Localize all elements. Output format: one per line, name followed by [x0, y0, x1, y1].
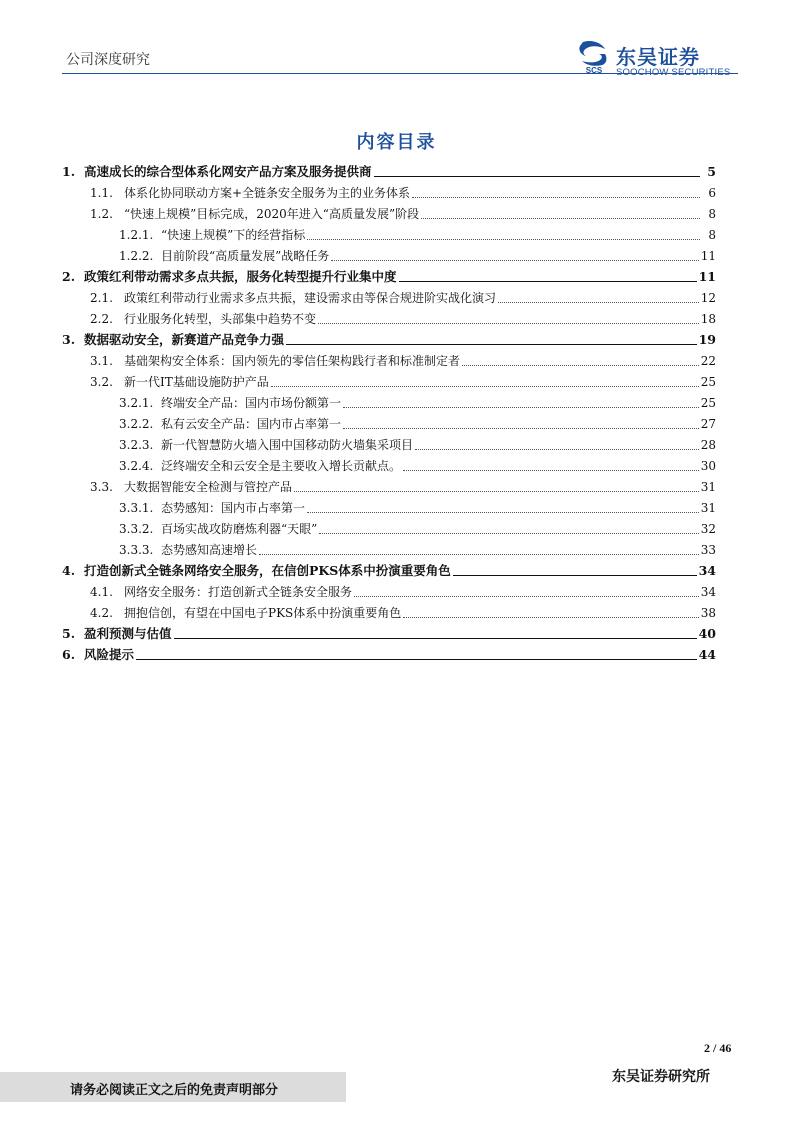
toc-entry[interactable]: 2. 政策红利带动需求多点共振，服务化转型提升行业集中度 11	[62, 269, 716, 284]
toc-entry[interactable]: 1.2.1. “快速上规模”下的经营指标 8	[62, 223, 716, 244]
logo-english-name: SOOCHOW SECURITIES	[616, 67, 731, 78]
toc-entry[interactable]: 1.1. 体系化协同联动方案+全链条安全服务为主的业务体系 6	[62, 181, 716, 202]
toc-entry[interactable]: 3.2. 新一代IT基础设施防护产品 25	[62, 370, 716, 391]
footer-company-name: 东吴证券研究所	[612, 1069, 710, 1085]
toc-entry[interactable]: 5. 盈利预测与估值 40	[62, 626, 716, 641]
toc-entry[interactable]: 4. 打造创新式全链条网络安全服务，在信创PKS体系中扮演重要角色 34	[62, 563, 716, 578]
table-of-contents	[62, 160, 716, 664]
soochow-logo-icon	[578, 40, 610, 74]
page-number: 2 / 46	[704, 1041, 732, 1055]
toc-entry[interactable]: 3.2.1. 终端安全产品：国内市场份额第一 25	[62, 391, 716, 412]
toc-entry[interactable]: 1.2.2. 目前阶段“高质量发展”战略任务 11	[62, 244, 716, 265]
toc-entry[interactable]: 6. 风险提示 44	[62, 647, 716, 662]
toc-entry[interactable]: 3. 数据驱动安全，新赛道产品竞争力强 19	[62, 332, 716, 347]
toc-entry[interactable]: 3.2.4. 泛终端安全和云安全是主要收入增长贡献点。 30	[62, 454, 716, 475]
toc-entry[interactable]: 4.2. 拥抱信创，有望在中国电子PKS体系中扮演重要角色 38	[62, 601, 716, 622]
toc-entry[interactable]: 4.1. 网络安全服务：打造创新式全链条安全服务 34	[62, 580, 716, 601]
logo-chinese-name: 东吴证券	[616, 45, 700, 69]
toc-entry[interactable]: 1. 高速成长的综合型体系化网安产品方案及服务提供商 5	[62, 164, 716, 179]
toc-entry[interactable]: 3.3.3. 态势感知高速增长 33	[62, 538, 716, 559]
toc-entry[interactable]: 2.1. 政策红利带动行业需求多点共振，建设需求由等保合规进阶实战化演习 12	[62, 286, 716, 307]
toc-entry[interactable]: 3.2.3. 新一代智慧防火墙入围中国移动防火墙集采项目 28	[62, 433, 716, 454]
toc-entry[interactable]: 3.2.2. 私有云安全产品：国内市占率第一 27	[62, 412, 716, 433]
company-logo	[578, 40, 740, 80]
toc-entry[interactable]: 2.2. 行业服务化转型，头部集中趋势不变 18	[62, 307, 716, 328]
toc-entry[interactable]: 3.3. 大数据智能安全检测与管控产品 31	[62, 475, 716, 496]
toc-entry[interactable]: 3.1. 基础架构安全体系：国内领先的零信任架构践行者和标准制定者 22	[62, 349, 716, 370]
report-type-label: 公司深度研究	[66, 52, 150, 68]
logo-mark-text: SCS	[585, 66, 603, 74]
toc-entry[interactable]: 3.3.1. 态势感知：国内市占率第一 31	[62, 496, 716, 517]
header-divider	[62, 73, 738, 74]
toc-entry[interactable]: 1.2. “快速上规模”目标完成，2020年进入“高质量发展”阶段 8	[62, 202, 716, 223]
toc-entry[interactable]: 3.3.2. 百场实战攻防磨炼利器“天眼” 32	[62, 517, 716, 538]
footer-disclaimer: 请务必阅读正文之后的免责声明部分	[70, 1083, 279, 1098]
toc-title: 内容目录	[356, 132, 437, 153]
